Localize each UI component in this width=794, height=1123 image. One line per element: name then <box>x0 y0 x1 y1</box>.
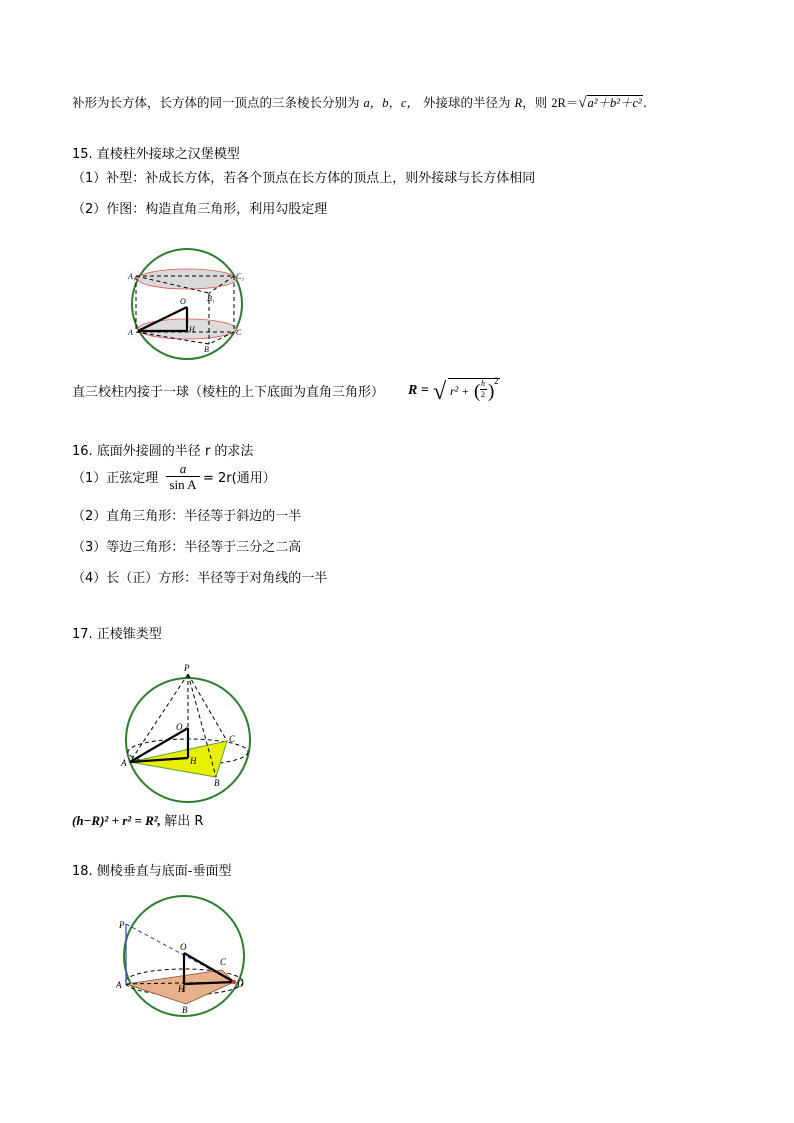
s15-caption: 直三校柱内接于一球（棱柱的上下底面为直角三角形） <box>72 385 385 400</box>
fig17-label-0: P <box>184 663 190 673</box>
hamburger-model-figure <box>124 244 254 364</box>
s15-item1: （1）补型：补成长方体，若各个顶点在长方体的顶点上，则外接球与长方体相同 <box>72 171 536 186</box>
fig18-label-2: C <box>220 957 227 967</box>
fig15-label-3: O <box>180 297 186 306</box>
s15-formula-h: h <box>481 379 485 388</box>
s16-item1 <box>72 470 158 488</box>
fig17-label-1: O <box>176 722 183 732</box>
s15-formula-lhs: R = <box>408 383 429 398</box>
fig18-label-5: D <box>237 979 244 989</box>
point-d-marker <box>232 980 236 984</box>
sine-fraction <box>166 461 200 492</box>
fig15-label-5: H <box>189 325 195 334</box>
paren-open: ( <box>474 381 481 402</box>
fig18-label-4: H <box>178 984 185 994</box>
s16-item4: （4）长（正）方形：半径等于对角线的一半 <box>72 571 328 586</box>
intro-formula-rad: a²＋b²＋c² <box>587 96 642 110</box>
s15-item2: （2）作图：构造直角三角形，利用勾股定理 <box>72 202 328 217</box>
fig17-label-5: B <box>214 778 220 788</box>
fraction-denominator: sin A <box>166 476 200 492</box>
sqrt-sign-large: √ <box>433 379 447 405</box>
intro-formula-lhs: 2R＝ <box>551 96 579 110</box>
top-circle <box>138 269 236 289</box>
s16-heading: 16. 底面外接圆的半径 r 的求法 <box>72 444 254 459</box>
fig18-label-6: B <box>182 1005 188 1015</box>
intro-line <box>72 94 647 112</box>
fig15-label-0: A₁ <box>128 272 136 281</box>
s17-formula-tail: 解出 R <box>164 814 204 829</box>
s15-heading: 15. 直棱柱外接球之汉堡模型 <box>72 147 240 162</box>
s16-item1-post: = 2r(通用） <box>203 471 276 486</box>
s15-formula-r2: r² + <box>450 384 470 398</box>
s15-formula-2: 2 <box>481 390 485 399</box>
s17-heading: 17. 正棱锥类型 <box>72 627 162 642</box>
regular-pyramid-figure <box>118 658 258 806</box>
intro-text: 补形为长方体，长方体的同一顶点的三条棱长分别为 <box>72 95 360 110</box>
intro-r: R <box>514 96 523 110</box>
fig18-label-1: O <box>180 942 187 952</box>
sphere-outline <box>132 249 245 359</box>
s17-formula-line <box>72 812 203 831</box>
paren-close: ) <box>488 381 495 402</box>
perpendicular-edge-figure <box>116 892 256 1024</box>
fig18-label-3: A <box>116 980 122 990</box>
s16-item2: （2）直角三角形：半径等于斜边的一半 <box>72 509 302 524</box>
s16-item3: （3）等边三角形：半径等于三分之二高 <box>72 540 302 555</box>
fig17-label-3: A <box>121 758 127 768</box>
sqrt-bar <box>448 378 500 379</box>
s15-formula-exp: 2 <box>494 376 499 386</box>
fig17-label-2: C <box>229 734 236 744</box>
fraction-numerator: a <box>179 461 187 476</box>
sqrt-sign: √ <box>578 95 587 111</box>
fig15-label-1: C₁ <box>236 272 245 281</box>
fig15-label-7: B <box>204 345 209 354</box>
fig17-label-4: H <box>190 756 197 766</box>
intro-vars: a，b，c， <box>363 96 420 110</box>
s17-formula: (h−R)² + r² = R², <box>72 813 161 828</box>
fig15-label-2: B₁ <box>207 294 215 303</box>
intro-end: . <box>642 95 647 110</box>
s18-heading: 18. 侧棱垂直与底面-垂面型 <box>72 864 232 879</box>
intro-then: ，则 <box>522 95 548 110</box>
intro-text-mid: 外接球的半径为 <box>423 95 511 110</box>
s16-item1-pre: （1）正弦定理 <box>72 471 159 486</box>
fig15-label-6: C <box>236 328 242 337</box>
fig15-label-4: A <box>128 328 133 337</box>
fig18-label-0: P <box>119 920 125 930</box>
